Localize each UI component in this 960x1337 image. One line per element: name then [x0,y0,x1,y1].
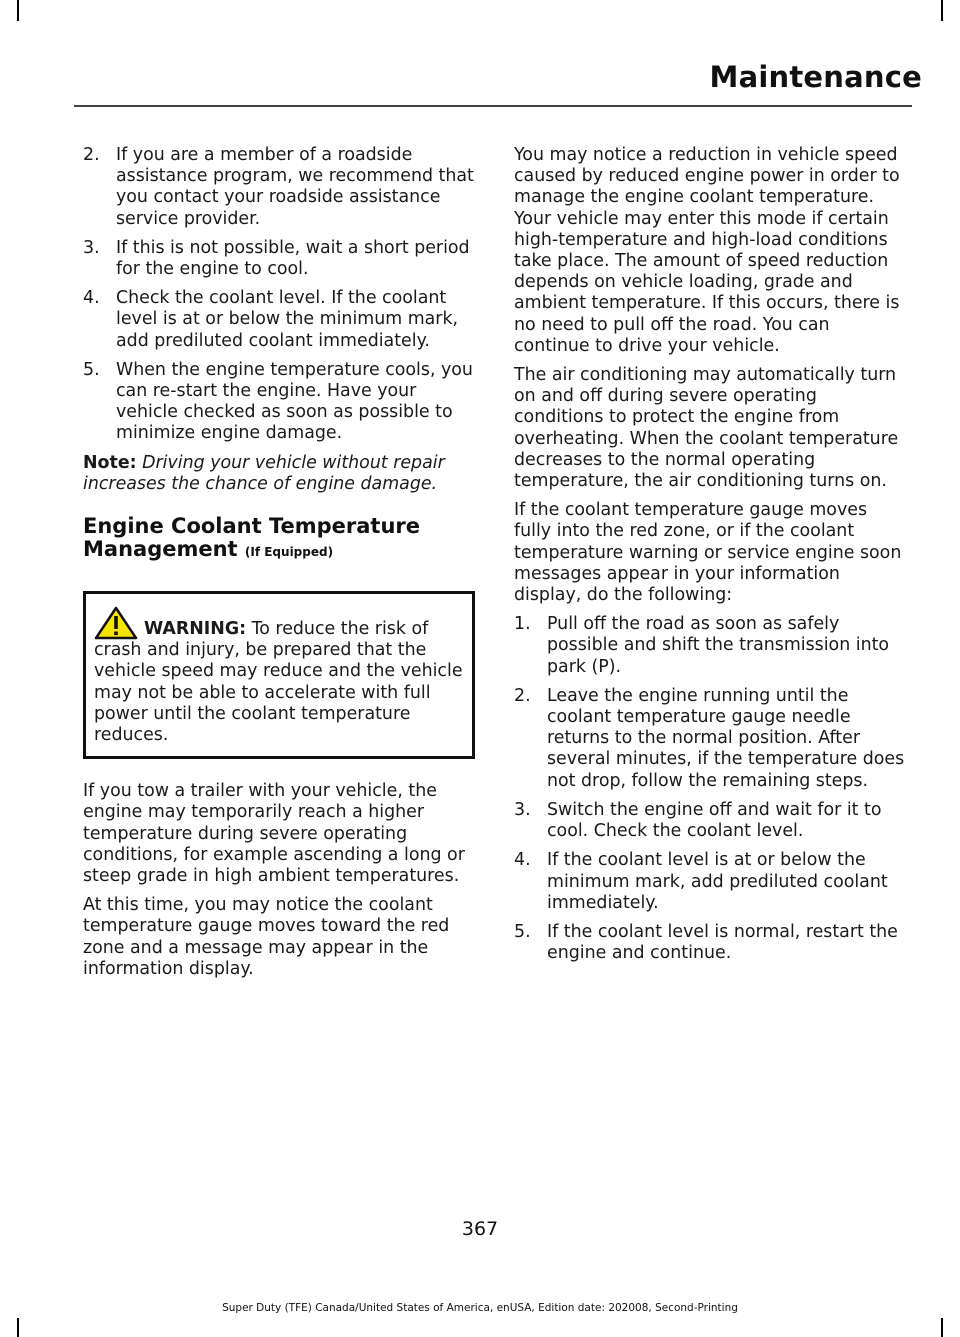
list-item-number: 5. [514,921,531,942]
list-item-number: 1. [514,614,531,635]
crop-mark-top-right [941,0,943,21]
note-label: Note: [83,452,137,473]
section-qualifier: (If Equipped) [244,545,334,560]
left-column [83,145,475,988]
header-divider [74,105,912,107]
list-item-number: 5. [83,359,100,380]
list-item-number: 3. [83,237,100,258]
list-item [514,922,909,964]
note-text: Driving your vehicle without repair increases the chance of engine damage. [83,452,445,494]
paragraph: The air conditioning may automatically turn on and off during severe operating conditions to protect the engine from overheating. When the coolant temperature decreases to the normal operating temperature, the air conditioning turns on. [514,365,899,492]
crop-mark-top-left [17,0,19,21]
list-item-text: Check the coolant level. If the coolant level is at or below the minimum mark, add prediluted coolant immediately. [116,288,459,351]
list-item [514,800,909,842]
page-number: 367 [461,1218,499,1240]
paragraph: If you tow a trailer with your vehicle, the engine may temporarily reach a higher temperature during severe operating conditions, for example ascending a long or steep grade in high ambient temperatures. [83,781,465,887]
section-title: Engine Coolant Temperature Management [83,514,421,562]
crop-mark-bottom-right [941,1318,943,1337]
paragraph: You may notice a reduction in vehicle speed caused by reduced engine power in order to manage the engine coolant temperature. Your vehicle may enter this mode if certain high-temperature and high-load conditions take place. The amount of speed reduction depends on vehicle loading, grade and ambient temperature. If this occurs, there is no need to pull off the road. You can continue to drive your vehicle. [514,145,900,356]
list-item [83,145,475,230]
page-header-title: Maintenance [709,60,922,94]
right-column [514,145,909,972]
list-item-number: 3. [514,799,531,820]
list-item-number: 2. [514,685,531,706]
section-heading [83,515,475,564]
list-item-text: If the coolant level is at or below the minimum mark, add prediluted coolant immediately. [547,850,888,913]
paragraph: If the coolant temperature gauge moves fully into the red zone, or if the coolant temperature warning or service engine soon messages appear in your information display, do the following: [514,500,902,606]
list-item-number: 4. [514,850,531,871]
list-item-text: Leave the engine running until the coolant temperature gauge needle returns to the normal position. After several minutes, if the temperature does not drop, follow the remaining steps. [547,685,905,791]
warning-box [83,591,475,759]
warning-triangle-icon [94,606,138,640]
list-item [83,238,475,280]
list-item [514,686,909,792]
crop-mark-bottom-left [17,1318,19,1337]
paragraph: At this time, you may notice the coolant temperature gauge moves toward the red zone and a message may appear in the information display. [83,895,450,979]
list-item [514,850,909,914]
list-item-text: If you are a member of a roadside assistance program, we recommend that you contact your roadside assistance service provider. [116,145,474,229]
warning-text: To reduce the risk of crash and injury, be prepared that the vehicle speed may reduce and the vehicle may not be able to accelerate with full power until the coolant temperature reduces. [94,619,463,746]
list-item-text: If this is not possible, wait a short period for the engine to cool. [116,237,470,280]
list-item-text: Pull off the road as soon as safely possible and shift the transmission into park (P). [547,614,890,677]
list-item [83,360,475,445]
list-item [83,288,475,352]
list-item-number: 4. [83,288,100,309]
warning-label: WARNING: [144,619,247,640]
list-item-number: 2. [83,145,100,165]
footer-edition-text: Super Duty (TFE) Canada/United States of America, enUSA, Edition date: 202008, Second-Printing [222,1302,738,1314]
note-paragraph [83,453,475,495]
list-item-text: When the engine temperature cools, you can re-start the engine. Have your vehicle checked as soon as possible to minimize engine damage. [116,359,473,444]
list-item-text: If the coolant level is normal, restart the engine and continue. [547,921,898,964]
list-item-text: Switch the engine off and wait for it to cool. Check the coolant level. [547,799,882,842]
list-item [514,614,909,678]
